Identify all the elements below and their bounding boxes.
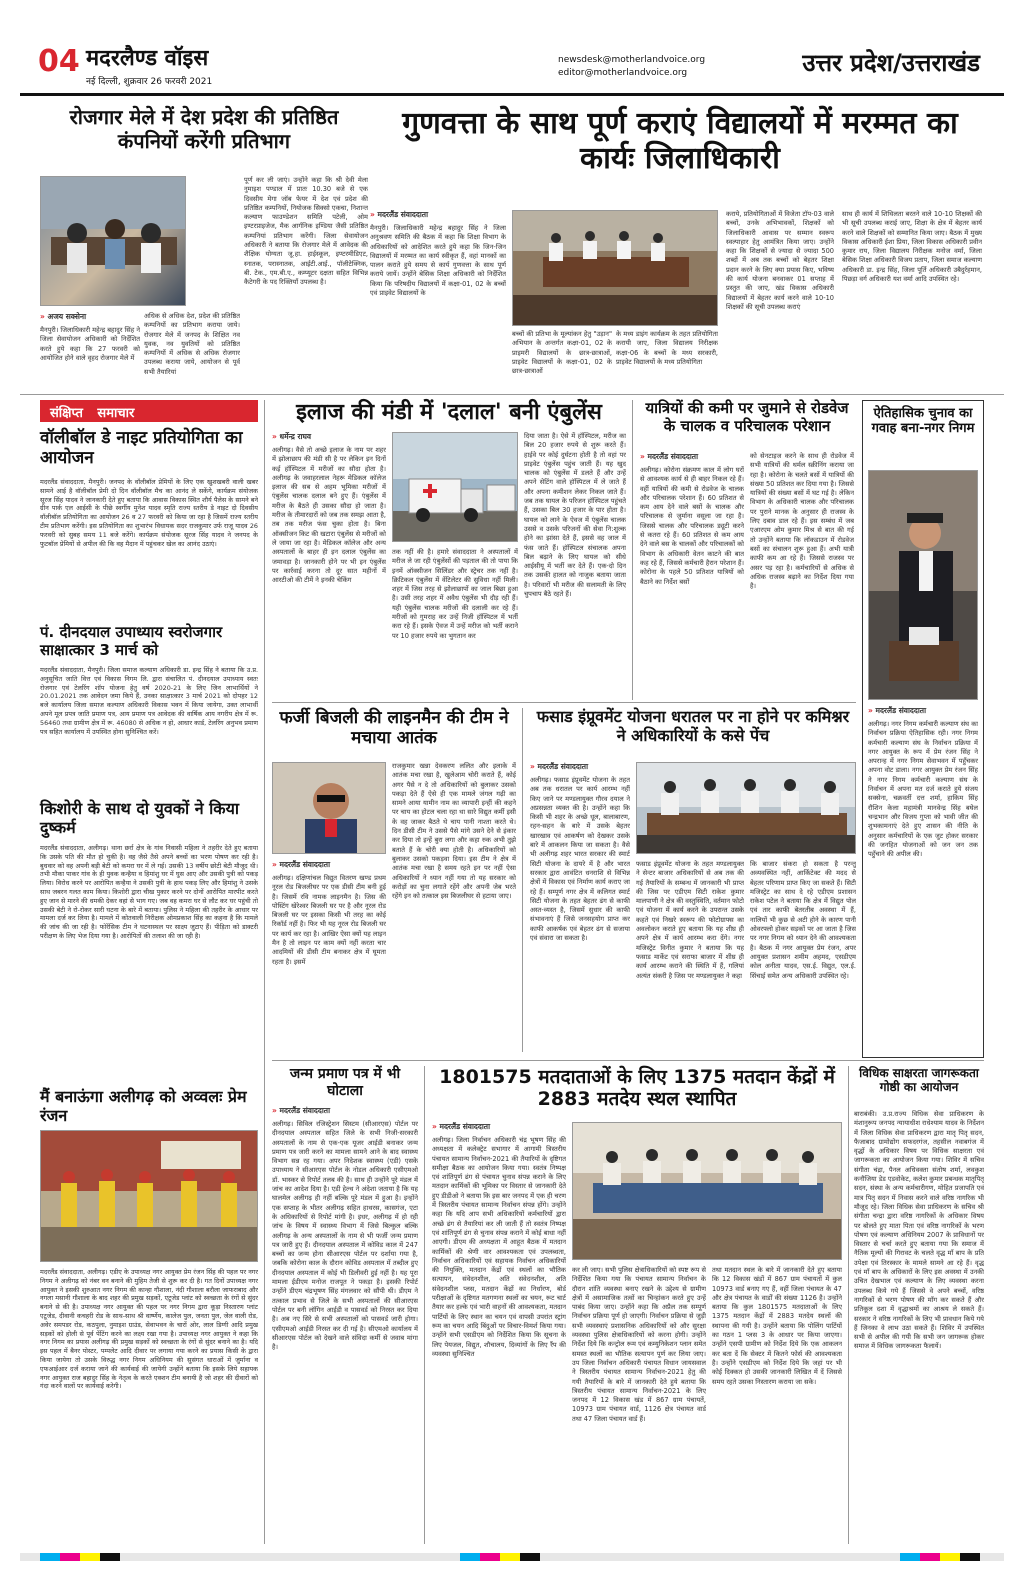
section-name: उत्तर प्रदेश/उत्तराखंड xyxy=(802,49,980,77)
matdata-body-3: तथा मतदान स्थल के बारे में जानकारी देते हुए बताया कि 12 विकास खंडों में 867 ग्राम पंचायतों में कुल 10973 वार्ड बनाए गए हैं, वहीं जिला पंचायत के 47 और क्षेत्र पंचायत के वार्डों की संख्या 1126 है। उन्होंने बताया कि कुल 1801575 मतदाताओं के लिए 1375 मतदान केंद्रों में 2883 मतदेय स्थलों की स्थापना की गयी है। उन्होंने बताया कि पोलिंग पार्टियों का गठन 1 प्लस 3 के आधार पर किया जाएगा। उन्होंने एसपी ग्रामीण को निर्देश दिये कि एक आकलन कर बता दें कि सेक्टर में कितने फोर्स की आवश्यकता है। उन्होंने एसडीएम को निर्देश दिये कि जहां पर भी कोई दिक्कत हो उसकी जानकारी लिखित में दें जिससे समय रहते उसका निस्तारण कराया जा सके। xyxy=(712,1266,842,1386)
rojgar-headline: रोजगार मेले में देश प्रदेश की प्रतिष्ठित कंपनियों करेंगी प्रतिभाग xyxy=(69,105,339,153)
print-registration-strip xyxy=(20,1548,1004,1560)
aligarh-body: मदरलैंड संवाददाता, अलीगढ़। एडीए के उपाध्यक्ष नगर आयुक्त प्रेम रंजन सिंह की पहल पर नगर निगम ने अलीगढ़ को नंबर वन बनाने की मुहिम तेजी से शुरू कर दी है। गत दिनों उपाध्यक्ष नगर आयुक्त ने इसकी शुरुआत नगर निगम की कान्हा गौशाला, नंदी गौशाला बरौला जाफराबाद और नगला मसानी गौशाला के बाद शहर की प्रमुख सड़कों, एटूजेड प्लांट को स्वच्छता के रंगों से सुंदर बनाने से की है। उपाध्यक्ष नगर आयुक्त की पहल पर नगर निगम द्वारा कूड़ा निस्तारण प्लांट एटूजेड, दीवानी कचहरी रोड के साथ-साथ श्री वार्ष्णेय, कालेज पुल, जनता पुल, जेल वाली रोड, अवेर समपडर रोड, कठपुला, नुमाइश ग्राउंड, सेवाभवन के चारों ओर, लाल डिग्गी आदि प्रमुख सड़कों को होली से पूर्व पेंटिंग करने का लक्ष्य रखा गया है। उपाध्यक्ष नगर आयुक्त ने कहा कि नगर निगम का प्रयास अलीगढ़ की प्रमुख सड़कों को स्वच्छता के रंगों से सुंदर बनाने का है। यदि इस पहल में बैनर पोस्टर, पम्पलेट आदि दीवार पर लगाया गया करने का प्रयास किसी के द्वारा किया जायेगा तो उसके विरुद्ध नगर निगम अधिनियम की सुसंगत धाराओं में जुर्माना व एफआईआर दर्ज कराया जाने की कार्यवाई की जायेगी उन्होंने बताया कि इसके लिये सहायक नगर आयुक्त राज बहादुर सिंह के नेतृत्व के करते एक्शन टीम बनायी है जो शहर की दीवारों को गंदा करने वालों पर कार्यवाई करेगी। xyxy=(40,1268,258,1391)
mid-divider-1 xyxy=(272,702,856,703)
fasad-headline: फसाड इंप्रूवमेंट योजना धरातल पर ना होने पर कमिश्नर ने अधिकारियों के कसे पेंच xyxy=(536,707,850,745)
deendayal-headline: पं. दीनदयाल उपाध्याय स्वरोजगार साक्षात्कार 3 मार्च को xyxy=(40,623,223,659)
street-painting-photo-icon xyxy=(41,1131,258,1262)
janm-headline: जन्म प्रमाण पत्र में भी घोटाला xyxy=(289,1066,401,1099)
sankshipt-label-1: संक्षिप्त xyxy=(50,406,83,421)
column-divider-vidhik xyxy=(848,1066,849,1544)
matdata-byline: » मदरलैंड संवाददाता xyxy=(432,1122,490,1132)
election-review-meeting-photo-icon xyxy=(573,1123,842,1260)
fasad-byline: » मदरलैंड संवाददाता xyxy=(530,762,588,772)
column-divider-left xyxy=(264,400,265,1544)
bijli-body-1: अलीगढ़। दक्षिणांचल विद्युत वितरण खण्ड प्रथम नूरल रोड बिजलीघर पर एक डीसी टीम बनी हुई है। जिसमें रवि नामक लाइनमैन है। जिस की पोस्टिंग खेरेश्वर बिजली घर पर है और नूरल रोड बिजली घर पर इसका किसी भी तरह का कोई रिकॉर्ड नहीं है। फिर भी यह नूरल रोड बिजली घर पर कार्य कर रहा है। आखिर ऐसा क्यों यह लाइन मैन है तो लाइन पर काम क्यों नहीं करता चार आदमियों की डीसी टीम बनाकर क्षेत्र में घूमता रहता है। इसमें xyxy=(272,874,386,966)
office-meeting-photo-icon xyxy=(41,177,186,306)
lineman-portrait-icon xyxy=(273,763,386,854)
gunvatta-body-4: कराये, प्रतियोगिताओं में विजेता टॉप-03 वाले बच्चों, उनके अभिभावकों, शिक्षकों को जिलाधिकारी आवास पर सम्मान स्वरूप स्वल्पाहार हेतु आमंत्रित किया जाए। उन्होंने कहा कि शिक्षकों से ज्यादा से ज्यादा 500 शब्दों में अब तक बच्चों को बेहतर शिक्षा प्रदान करने के लिए क्या प्रयास किए, भविष्य की कार्य योजना बनवाकर 01 सप्ताह में प्रस्तुत की जाए, खंड विकास अधिकारी विद्यालयों में बेहतर कार्य करने वाले 10-10 शिक्षकों की सूची उपलब्ध कराएं xyxy=(726,210,834,311)
gunvatta-photo xyxy=(512,210,718,326)
voting-official-photo-icon xyxy=(869,471,978,700)
bijli-headline: फर्जी बिजली की लाइनमैन की टीम ने मचाया आतंक xyxy=(279,708,509,749)
ilaaj-byline: » धर्मेन्द्र राघव xyxy=(272,432,311,442)
volleyball-body: मदरलैंड संवाददाता, मैनपुरी। जनपद के वॉलीबॉल प्रेमियों के लिए एक खुशखबरी वाली खबर सामने आई है वॉलीबॉल प्रेमी दो दिन वॉलीबॉल मैच का आनंद ले सकेंगे, कार्यक्रम संयोजक सूरज सिंह यादव ने जानकारी देते हुए बताया कि आवास विकास स्थित शौर्य पैलेस के सामने बने ग्रीन पार्क एल आईसी के पीछे स्वर्गीय मुनेश यादव स्मृति राज्य स्तरीय डे नाइट दो दिवसीय वॉलीबॉल प्रतियोगिता का आयोजन 26 व 27 फरवरी को किया जा रहा है जिसमें राज्य स्तरीय टीम प्रतिभाग करेंगी। इस प्रतियोगिता का शुभारंभ विधायक सदर राजकुमार उर्फ राजू यादव 26 फरवरी को सुबह समय 11 बजे करेंगे। कार्यक्रम संयोजक सूरज सिंह यादव ने जनपद के फुटबॉल प्रेमियों से अपील की कि वह मैदान में पहुंचकर खेल का आनंद उठाएं। xyxy=(40,478,258,548)
gunvatta-byline: » मदरलैंड संवाददाता xyxy=(370,210,428,220)
matdata-body-2: कर ली जाए। सभी पुलिस क्षेत्राधिकारियों को स्पष्ट रूप से निर्देशित किया गया कि पंचायत सामान्य निर्वाचन के दौरान शांति व्यवस्था बनाए रखने के उद्देश्य से ग्रामीण क्षेत्रों में असामाजिक तत्वों का चिन्हांकन करते हुए उन्हें पाबंद किया जाए। उन्होंने कहा कि अप्रैल तक सम्पूर्ण निर्वाचन प्रक्रिया पूर्ण हो जाएगी। निर्वाचन प्रक्रिया से जुड़ी सभी व्यवस्थाएं प्रशासनिक अधिकारियों को और सुरक्षा व्यवस्था पुलिस क्षेत्राधिकारियों को करना होगी। उन्होंने निर्देश दिये कि कन्ट्रोल रूम एवं कम्युनिकेशन प्लान समेत समस्त स्थलों का भौतिक सत्यापन पूर्ण कर लिया जाए। उप जिला निर्वाचन अधिकारी पंचायत विधान जायसवाल ने त्रिस्तरीय पंचायत सामान्य निर्वाचन-2021 हेतु की गयी तैयारियों के बारे में जानकारी देते हुये बताया कि त्रिस्तरीय पंचायत सामान्य निर्वाचन-2021 के लिए जनपद में 12 विकास खंड में 867 ग्राम पंचायतें, 10973 ग्राम पंचायत वार्ड, 1126 क्षेत्र पंचायत वार्ड तथा 47 जिला पंचायत वार्ड हैं। xyxy=(572,1266,706,1423)
column-divider-janm xyxy=(424,1066,425,1544)
nagar-nigam-headline: ऐतिहासिक चुनाव का गवाह बना-नगर निगम xyxy=(871,406,975,437)
page-number: 04 xyxy=(38,44,80,79)
matdata-body-1: अलीगढ़। जिला निर्वाचन अधिकारी चंद्र भूषण सिंह की अध्यक्षता में कलेक्ट्रेट सभागार में आगामी त्रिस्तरीय पंचायत सामान्य निर्वाचन-2021 की तैयारियों के दृष्टिगत समीक्षा बैठक का आयोजन किया गया। स्वतंत्र निष्पक्ष एवं शांतिपूर्ण ढंग से पंचायत चुनाव संपन्न कराने के लिए मतदान कार्मिकों की भूमिका पर विस्तार से जानकारी देते हुए डीडीओ ने बताया कि इस बार जनपद में एक ही चरण में त्रिस्तरीय पंचायत सामान्य निर्वाचन संपन्न होंगे। उन्होंने कहा कि यदि आप सभी अधिकारियों कर्मचारियों द्वारा अच्छे ढंग से तैयारियां कर ली जाती हैं तो स्वतंत्र निष्पक्ष एवं शांतिपूर्ण ढंग से चुनाव संपन्न कराने में कोई बाधा नहीं आएगी। डीएम की अध्यक्षता में आहूत बैठक में मतदान कार्मिकों की श्रेणी वार आवश्यकता एवं उपलब्धता, निर्वाचन अधिकारियों एवं सहायक निर्वाचन अधिकारियों की नियुक्ति, मतदान केंद्रों एवं स्थलों का भौतिक सत्यापन, संवेदनशील, अति संवेदनशील, अति संवेदनशील प्लस, मतदान केंद्रों का निर्धारण, बोर्ड परीक्षाओं के दृष्टिगत मतगणना स्थलों का चयन, रूट चार्ट तैयार कर हल्के एवं भारी वाहनों की आवश्यकता, मतदान पार्टियों के लिए स्थान का चयन एवं वापसी उपरांत स्ट्रांग रूम का चयन आदि बिंदुओं पर विचार-विमर्श किया गया। उन्होंने सभी एसडीएम को निर्देशित किया कि सूचना के लिए पेयजल, विद्युत, शौचालय, दिव्यांगों के लिए रैंप की व्यवस्था सुनिश्चित xyxy=(432,1136,566,1358)
sankshipt-banner xyxy=(40,400,258,422)
gunvatta-body-2: बच्चों की प्रतिभा के मूल्यांकन हेतु "उड़ान" अभियान के अन्तर्गत कक्षा-01, 02 के प्राइमरी विद्यालयों के छात्र-छात्राओं, प्राइवेट विद्यालयों के कक्षा-01, 02 के छात्र-छात्राओं xyxy=(512,330,612,376)
kishori-body: मदरलैंड संवाददाता, अलीगढ़। थाना छर्रा क्षेत्र के गांव निवासी महिला ने तहरीर देते हुए बताया कि उसके पति की मौत हो चुकी है। वह जैसे तैसे अपने बच्चों का भरण पोषण कर रही है। बुधवार को वह अपनी बड़ी बेटी को कमरा घर में ले गई। उसकी 13 वर्षीय छोटी बेटी मौजूद थी। तभी मौका पाकर गांव के ही युवक कन्हैया व हिमांशु घर में घुस आए और उसकी पुत्री को पकड़ लिया। विरोध करने पर आरोपित कन्हैया ने उसकी पुत्री के हाथ पकड़ लिए और हिमांशु ने उसके साथ जबरन गलत काम किया। किशोरी द्वारा चीख पुकार करने पर दोनों आरोपित मारपीट करते हुए जान से मारने की धमकी देकर वहां से भाग गए। जब वह कमरा घर से लौट कर घर पहुंची तो उसकी बेटी ने रो-रोकर सारी घटना के बारे में बताया। पुलिस ने महिला की तहरीर के आधार पर मामला दर्ज कर लिया है। मामले में कोतवाली निरीक्षक ओमप्रकाश सिंह का कहना है कि मामले की जांच की जा रही है। फोरेंसिक टीम ने घटनास्थल पर साक्ष्य जुटाए हैं। पीड़िता को डाक्टरी परीक्षण के लिए भेज दिया गया है। आरोपितों की तलाश की जा रही है। xyxy=(40,844,258,940)
ilaaj-body-1: अलीगढ़। वैसे तो अच्छे इलाज के नाम पर शहर में झोलाछाप की मंडी सी है पर लेकिन इन दिनों कई हॉस्पिटल में मरीजों का सौदा होता है। अलीगढ़ के जवाहरलाल नेहरू मेडिकल कॉलेज इलाज की सब से अहम भूमिका मरीजों में एंबुलेंस चालक दलाल बने हुए हैं। एंबुलेंस में मरीज के बैठते ही उसका सौदा हो जाता है। मरीज के तीमारदारों को जब तक समझ आता है, तब तक मरीज फंस चुका होता है। बिना ऑक्सीजन किट की खटारा एंबुलेंस से मरीजों को ले जाया जा रहा है। मेडिकल कॉलेज और अन्य अस्पतालों के बाहर ही इन दलाल एंबुलेंस का जमावड़ा है। जानकारी होने पर भी इन एंबुलेंस पर कार्रवाई करना तो दूर सात महीनों में आरटीओ की टीमें ने इनकी चेकिंग xyxy=(272,446,386,585)
janm-byline: » मदरलैंड संवाददाता xyxy=(272,1106,330,1116)
aligarh-headline: मैं बनाऊंगा अलीगढ़ को अव्वलः प्रेम रंजन xyxy=(40,1087,247,1125)
fasad-body-1: अलीगढ़। फसाड इंप्रूवमेंट योजना के तहत अब तक धरातल पर कार्य आरम्भ नहीं किए जाने पर मण्डलायुक्त गौरव दयाल ने अप्रसन्नता व्यक्त की है। उन्होंने कहा कि किसी भी शहर के अच्छे धूल, बालाबारण, रहन-सहन के बारे में उसके बेहतर खारखाव एवं आकर्षण को देखकर उसके बारे में आकलन किया जा सकता है। वैसे भी अलीगढ़ शहर भारत सरकार की स्मार्ट सिटी योजना के दायरे में है और भारत सरकार द्वारा आवंटित धनराशि से विभिन्न क्षेत्रों में विकास एवं निर्माण कार्य कराए जा रहे हैं। सम्पूर्ण नगर क्षेत्र में कलिगत स्मार्ट सिटी योजना के तहत बेहतर ढंग से काफी अस्त-व्यस्त है, जिसमें सुधार की काफी संभावनाएं हैं जिसे जनसहयोग प्राप्त कर काफी आकर्षक एवं बेहतर ढंग से सजाया एवं संवारा जा सकता है। xyxy=(530,776,630,943)
fasad-body-2: फसाड इंप्रूवमेंट योजना के तहत मण्डलायुक्त ने सेन्टर बाजार अधिकारियों से अब तक की गई तैयारियों के सम्बन्ध में जानकारी भी प्राप्त की जिस पर एडीएम सिटी राकेश कुमार मालपाणी ने क्षेत्र की वस्तुस्थिति, वर्तमान फोटो एवं योजना में कार्य करने के उपरान्त उसके कहते एवं निखरे स्वरूप की फोटोग्राफ्स का अवलोकन कराते हुए बताया कि यह शीघ्र ही अपने क्षेत्र में कार्य आरम्भ करा देंगे। नगर मजिस्ट्रेट विनीत कुमार ने बताया कि यह फसाड मार्केट एवं सराफा बाजार में शीघ्र ही कार्य आरम्भ कराने की स्थिति में हैं, गलियां अत्यंत संकरी है जिस पर मण्डलायुक्त ने कहा xyxy=(636,860,744,980)
email-editor[interactable]: editor@motherlandvoice.org xyxy=(558,68,688,78)
janm-body: अलीगढ़। सिविल रजिस्ट्रेशन सिस्टम (सीआरएस) पोर्टल पर दीनदयाल अस्पताल सहित जिले के सभी निजी-सरकारी अस्पतालों के नाम से एक-एक यूजर आईडी बनाकर जन्म प्रमाण पत्र जारी करने का मामला सामने आने के बाद स्वास्थ्य विभाग सन्न रह गया। अपर निदेशक स्वास्थ्य (एडी) एसके उपाध्याय ने सीआरएस पोर्टल के नोडल अधिकारी एसीएमओ डॉ. भास्कर से रिपोर्ट तलब की है। साथ ही उन्होंने पूरे मंडल में जांच का आदेश दिया है। एडी हेल्थ ने अंदेशा जताया है कि यह घालमेल अलीगढ़ ही नहीं बल्कि पूरे मंडल में हुआ है। इन्होंने एक सप्ताह के भीतर अलीगढ़ सहित हाथरस, कासगंज, एटा के अधिकारियों से रिपोर्ट मांगी है। इधर, अलीगढ़ में हो रही जांच के विषय में स्वास्थ्य विभाग में जिसे बिल्कुल बल्कि अलीगढ़ के अन्य अस्पतालों के नाम से भी फर्जी जन्म प्रमाण पत्र जारी हुए हैं। दीनदयाल अस्पताल में कोविड काल में 247 बच्चों का जन्म होना सीआरएस पोर्टल पर दर्शाया गया है, जबकि कोरोना काल के दौरान कोविड अस्पताल में तब्दील हुए दीनदयाल अस्पताल में कोई भी डिलीवरी हुई नहीं है। यह पूरा मामला ईडीएम मनोज राजपूत ने पकड़ा है। इसकी रिपोर्ट उन्होंने डीएम चंद्रभूषण सिंह मंगलवार को सौंपी थी। डीएम ने तत्काल प्रभाव से जिले के सभी अस्पतालों की सीआरएस पोर्टल पर बनी लॉगिन आईडी व पासवर्ड को निरस्त कर दिया है। अब नए सिरे से सभी अस्पतालों को पासवर्ड जारी होगा। एसीएमओ आईडी निरस्त कर दी गई है। सीएमओ कार्यालय में सीआरएस पोर्टल को देखने वाले संविदा कर्मी से जवाब मांगा है। xyxy=(272,1120,418,1352)
rojgar-body-2: अधिक से अधिक देश, प्रदेश की प्रतिष्ठित कम्पनियों का प्रतिभाग कराया जाये। रोजगार मेले में जनपद के शिक्षित नव युवक, नव युवतियों को प्रतिष्ठित कम्पनियों में अधिक से अधिक रोजगार उपलब्ध कराया जाये, आयोजन से पूर्व सभी तैयारियां xyxy=(144,312,240,376)
rojgar-body-3: पूर्ण कर ली जाएं। उन्होंने कहा कि श्री देवी मेला नुमाइश पण्डाल में प्रातः 10.30 बजे से एक दिवसीय मेगा जॉब फेयर में देश एवं प्रदेश की प्रतिष्ठित कम्पनियों, नियोजक सिक्सो एकचा, निशान्त कल्याण फाउण्डेशन समिति पटेली, ओम इण्टरप्राइजेज, मैक आर्गनिक इण्डिया जैसी प्रतिष्ठित कम्पनियां प्रतिभाग करेंगी। जिला सेवायोजन अधिकारी ने बताया कि रोजगार मेले में आवेदक की शैक्षिक योग्यता जू.हा. हाईस्कूल, इण्टरमीडिएट, स्नातक, परास्नातक, आईटी.आई., पॉलीटेक्निक, बी. टेक., एम.बी.ए., कम्प्यूटर दक्षता सहित विभिन्न कैटेगरी के पद रिक्तियाँ उपलब्ध है। xyxy=(244,176,368,287)
gunvatta-body-3: के मध्य डाइंग कार्यक्रम के तहत प्रतियोगिता करायी जाए, जिला विद्यालय निरीक्षक कक्षा-06 के बच्चों के मध्य सरकारी, प्राइवेट विद्यालयों के मध्य प्रतियोगिता xyxy=(616,330,718,366)
paper-name: मदरलैण्ड वॉइस xyxy=(86,46,209,71)
nagar-nigam-photo xyxy=(868,470,978,700)
masthead xyxy=(20,36,1004,96)
yatri-body-1: अलीगढ़। कोरोना संक्रमण काल में लोग घरों से आवश्यक कार्य से ही बाहर निकल रहे हैं। वहीं यात्रियों की कमी से रोडवेज के चालक और परिचालक परेशान हैं। 60 प्रतिशत से कम आय देने वाले बसों के चालक और परिचालक से जुर्माना वसूला जा रहा है। जिससे चालक और परिचालक ड्यूटी करने से कतरा रहे हैं। 60 प्रतिशत से कम आय देने वाले बस के चालकों और परिचालकों को विभाग के अधिकारी वेतन काटने की बात कह रहे हैं, जिससे कर्मचारी हैरान परेशान हैं। कोरोना के पहले 50 प्रतिशत यात्रियों को बैठाने का निर्देश बसों xyxy=(640,466,744,586)
ilaaj-headline: इलाज की मंडी में 'दलाल' बनी एंबुलेंस xyxy=(296,400,602,425)
yatri-headline: यात्रियों की कमी पर जुमाने से रोडवेज के चालक व परिचालक परेशान xyxy=(645,399,849,435)
ilaaj-photo xyxy=(392,432,518,542)
email-newsdesk[interactable]: newsdesk@motherlandvoice.org xyxy=(558,55,706,65)
aligarh-photo xyxy=(40,1130,258,1262)
ambulance-photo-icon xyxy=(393,433,518,542)
rojgar-byline: » अजय सक्सेना xyxy=(40,312,86,322)
kishori-headline: किशोरी के साथ दो युवकों ने किया दुष्कर्म xyxy=(40,799,240,837)
dateline: नई दिल्ली, शुक्रवार 26 फरवरी 2021 xyxy=(86,77,213,87)
fasad-photo xyxy=(636,762,856,854)
rojgar-body-1: मैनपुरी। जिलाधिकारी महेन्द्र बहादुर सिंह ने जिला सेवायोजन अधिकारी को निर्देशित करते हुये कहा कि 27 फरवरी को आयोजित होने वाले वृहद रोजगार मेले में xyxy=(40,326,140,362)
ilaaj-body-3: दिया जाता है। ऐसे में हॉस्पिटल, मरीज का बिल 20 हजार रुपये से शुरू करते हैं। हाईवे पर कोई दुर्घटना होती है तो वहां पर प्राइवेट एंबुलेंस पहुंच जाती हैं। यह खुद चालक को एंबुलेंस में डलते हैं और उन्हें अपने सेटिंग वाले हॉस्पिटल में ले जाते हैं और अपना कमीशन लेकर निकल जाते हैं। जब तक घायल के परिजन हॉस्पिटल पहुंचते हैं, उसका बिल 30 हजार के पार होता है। घायल को लाने के ऐवज में एंबुलेंस चालक उससे व उसके परिजनों की सेवा नि:शुल्क होने का झांसा देते हैं, इससे वह जाल में फंस जाते हैं। हॉस्पिटल संचालक अपना बिल बढ़ाने के लिए घायल को सीधे आईसीयू में भर्ती कर देते हैं। एक-दो दिन तक उसकी हालत को नाजुक बताया जाता है। परिवारों भी मरीज की सलामती के लिए चुपचाप बैठे रहते हैं। xyxy=(524,432,626,599)
yatri-byline: » मदरलैंड संवाददाता xyxy=(640,452,698,462)
gunvatta-headline: गुणवत्ता के साथ पूर्ण कराएं विद्यालयों में मरम्मत का कार्यः जिलाधिकारी xyxy=(402,106,958,177)
contact-emails xyxy=(558,54,705,80)
meeting-hall-photo-icon xyxy=(513,211,718,326)
bijli-body-2: राजकुमार खन्ना देवकरण ललित और इलाके में आतंक मचा रखा है, खुलेआम चोरी कराते हैं, कोई अगर पैसे न दे तो अधिकारियों को बुलाकर उसको पकड़ा देते हैं ऐसे ही एक मामले जंगल गढ़ी का सामने आया यामीन नाम का व्यापारी इन्हीं की कहने पर चाय का होटल चला रहा था सारे विद्युत कर्मी इसी के वह जाकर बैठते थे चाय पानी नाश्ता करते थे। दिन डीसी टीम ने उससे पैसे मांगे उसने देने से इंकार कर दिया तो इन्हें बुरा लगा और कहा रुक अभी तुझे बताते हैं के चोरी क्या होती है। अधिकारियों को बुलाकर उसको पकड़वा दिया। इस टीम ने क्षेत्र में आतंक मचा रखा है समय रहते इन पर नहीं ऐसा अधिकारियों ने ध्यान नहीं गया तो यह सरकार को करोड़ों का चुना लगाते रहेंगे और अपनी जेब भरते रहेंगे इन को तत्काल इस बिजलीघर से हटाया जाए। xyxy=(392,762,516,901)
gunvatta-body-1: मैनपुरी। जिलाधिकारी महेन्द्र बहादुर सिंह ने जिला अनुश्रवण समिति की बैठक में कहा कि शिक्षा विभाग के अधिकारियों को आदेशित करते हुये कहा कि जिन-जिन विद्यालयों में मरम्मत का कार्य स्वीकृत हैं, वहां मानकों का पालन कराते हुये समय से कार्य गुणवत्ता के साथ पूर्ण कराये जायें। उन्होंने बेसिक शिक्षा अधिकारी को निर्देशित किया कि परिषदीय विद्यालयों में कक्षा-01, 02 के बच्चों एवं प्राइवेट विद्यालयों के xyxy=(370,224,506,298)
vidhik-headline: विधिक साक्षरता जागरूकता गोष्ठी का आयोजन xyxy=(859,1066,979,1095)
rojgar-photo xyxy=(40,176,186,306)
color-registration-marks-icon xyxy=(20,1551,1004,1563)
ilaaj-body-2: तक नहीं की है। हमारे संवाददाता ने अस्पतालों में मरीज ले जा रही एंबुलेंसों की पड़ताल की तो पाया कि इनमें ऑक्सीजन सिलिंडर और स्ट्रेचर तक नहीं है। क्रिटिकल एंबुलेंस में वेंटिलेटर की सुविधा नहीं मिली। शहर में जिस तरह से झोलाछापों का जाल बिछा हुआ है। उसी तरह शहर में अवैध एंबुलेंस भी दौड़ रही हैं। यही एंबुलेंस चालक मरीजों की दलाली कर रहे हैं। मरीजों को गुमराह कर उन्हें निजी हॉस्पिटल में भर्ती करा रहे हैं। इसके ऐवज में उन्हें मरीज को भर्ती कराने पर 10 हजार रुपये का भुगतान कर xyxy=(392,548,518,640)
fasad-body-3: कि बाजार संकरा हो सकता है परन्तु अव्यवस्थित नहीं, आर्किटेक्ट की मदद से बेहतर परिणाम प्राप्त किए जा सकते हैं। सिटी मजिस्ट्रेट का साथ दे रहे एडीएम प्रशासन राकेश पटेल ने बताया कि क्षेत्र में विद्युत पोल एवं तार काफी बेतरतीब अवस्था में हैं, नालियों भी कुछ से अटी होने के कारण पानी ओवरफ्लो होकर सड़कों पर आ जाता है जिस पर नगर निगम को ध्यान देने की आवश्यकता है। बैठक में नगर आयुक्त प्रेम रंजन, अपर आयुक्त प्रशासन शमीम अहमद, एसडीएम कोल अनीता यादव, एस.ई. विद्युत, एल.ई. सिंचाई समेत अन्य अधिकारी उपस्थित रहे। xyxy=(750,860,856,980)
matdata-photo xyxy=(572,1122,842,1260)
sankshipt-label-2: समाचार xyxy=(97,406,135,421)
bijli-photo xyxy=(272,762,386,854)
nagar-nigam-byline: » मदरलैंड संवाददाता xyxy=(868,706,926,716)
vidhik-body: बाराबंकी। उ.प्र.राज्य विधिक सेवा प्राधिकरण के मंशानुरूप जनपद न्यायाधीश राधेश्याम यादव के निर्देशन में जिला विधिक सेवा प्राधिकरण द्वारा मातृ पितृ सदन, फैजाबाद ग्रामोद्योग सफदरगंज, तहसील नवाबगंज में वृद्धों के अधिकार विषय पर विधिक साक्षरता एवं जागरूकता का आयोजन किया गया। शिविर में सचिव संगीता चंद्रा, पैनल अधिवक्ता संतोष शर्मा, लवकुश कनौजिया डेड एडवोकेट, कलेश कुमार प्रबन्धक मातृपितृ सदन, संस्था के अन्य कर्मचारीगण, मोहित प्रजापति एवं मात्र पितृ सदन में निवास करने वाले वरिष्ठ नागरिक भी मौजूद रहे। जिला विधिक सेवा प्राधिकरण के सचिव श्री संगीता चन्द्रा द्वारा वरिष्ठ नागरिकों के अधिकार विषय पर बोलते हुए माता पिता एवं वरिष्ठ नागरिकों के भरण पोषण एवं कल्याण अधिनियम 2007 के प्राविधानों पर विस्तार से चर्चा करते हुए बताया गया कि समाज में नैतिक मूल्यों की गिरावट के चलते वृद्ध माँ बाप के प्रति उपेक्षा एवं तिरस्कार के मामले सामने आ रहे हैं। वृद्ध एवं माँ बाप के अधिकारों के लिए इस अवस्था में उनकी उचित देखभाल एवं कल्याण के लिए व्यवस्था करना उपलब्ध किये गये हैं जिससे वे अपने बच्चों, वरिष्ठ नागरिकों से भरण पोषण की माँग कर सकते हैं और प्रतिकूल दशा में वृद्धाश्रमों का आश्रय ले सकते हैं। सरकार ने वरिष्ठ नागरिकों के लिए भी प्रावधान किये गये हैं जिनका वे लाभ उठा सकते हैं। शिविर में उपस्थित सभी से अपील की गयी कि सभी जन जागरूक होकर समाज में विधिक जागरूकता फैलायें। xyxy=(854,1110,984,1351)
top-divider xyxy=(20,394,1004,395)
commissioner-meeting-photo-icon xyxy=(637,763,856,854)
bijli-byline: » मदरलैंड संवाददाता xyxy=(272,860,330,870)
mid-divider-2 xyxy=(272,1060,984,1061)
yatri-body-2: को सेनटाइज करने के साथ ही रोडवेज में सभी यात्रियों की थर्मल स्क्रीनिंग कराया जा रहा है। कोरोना के चलते बसों में यात्रियों की संख्या 50 प्रतिशत कर दिया गया है। जिससे यात्रियों की संख्या बसों में घट गई है। लेकिन विभाग के अधिकारी चालक और परिचालक पर पुराने मानक के अनुसार ही राजस्व के लिए दबाव डाल रहे हैं। इस सम्बंध में जब एआरएम ओम कुमार मिश्र से बात की गई तो उन्होंने बताया कि लॉकडाउन में रोडवेज बसों का संचालन शुरू हुआ हैं। अभी यात्री काफी कम आ रहे हैं। जिससे राजस्व पर असर पड़ रहा है। कर्मचारियों से अधिक से अधिक राजस्व बढ़ाने का निर्देश दिया गया है। xyxy=(750,452,854,591)
column-divider-bijli xyxy=(522,708,523,1052)
deendayal-body: मदरलैंड संवाददाता, मैनपुरी। जिला समाज कल्याण अधिकारी डा. इन्द्र सिंह ने बताया कि उ.प्र. अनुसूचित जाति वित्त एवं विकास निगम लि. द्वारा संचालित पं. दीनदयाल उपाध्याय स्वतः रोजगार एवं टेलरिंग शॉप योजना हेतु वर्ष 2020-21 के लिए जिन लाभार्थियों ने 20.01.2021 तक आवेदन जमा किये हैं, उनका साक्षात्कार 3 मार्च 2021 को दोपहर 12 बजे कार्यालय जिला समाज कल्याण अधिकारी विकास भवन में किया जायेगा, उक्त लाभार्थी अपने मूल प्रपत्र जाति प्रमाण पत्र, आय प्रमाण पत्र आवेदक की वार्षिक आय नगरीय क्षेत्र में रू. 56460 तथा ग्रामीण क्षेत्र में रू. 46080 से अधिक न हो, आधार कार्ड, टेलरिंग अनुभव प्रमाण पत्र सहित कार्यालय में उपस्थित होना सुनिश्चित करें। xyxy=(40,666,258,736)
matdata-headline: 1801575 मतदाताओं के लिए 1375 मतदान केंद्रों में 2883 मतदेय स्थल स्थापित xyxy=(439,1066,835,1111)
column-divider-mid xyxy=(632,400,633,700)
nagar-nigam-body: अलीगढ़। नगर निगम कर्मचारी कल्याण संघ का निर्वाचन प्रक्रिया ऐतिहासिक रही। नगर निगम कर्मचारी कल्याण संघ के निर्वाचन प्रक्रिया में नगर आयुक्त के रूप में प्रेम रंजन सिंह ने अपरान्ह में नगर निगम सेवाभवन में पहुँचकर अपना वोट डाला। नगर आयुक्त प्रेम रंजन सिंह ने नगर निगम कर्मचारी कल्याण संघ के निर्वाचन में अपना मत दर्ज कराते हुये संजय सक्सेना, चक्रवर्ती दत्त शर्मा, हाकिम सिंह रौशिन केला महामंत्री मानवेन्द्र सिंह बघेल चन्द्रभान और विजय गुप्ता को भावी जीत की शुभकामनाएं देते हुए शासन की नीति के अनुसार कर्मचारियों के एक जुट होकर सरकार की जनहित योजनाओं को जन जन तक पहुँचाने की अपील की। xyxy=(868,720,978,859)
gunvatta-body-5: साथ ही कार्य में शिथिलता बरतने वाले 10-10 शिक्षकों की भी सूची उपलब्ध कराई जाए, शिक्षा के क्षेत्र में बेहतर कार्य करने वाले शिक्षकों को सम्मानित किया जाए। बैठक में मुख्य विकास अधिकारी ईशा प्रिया, जिला विकास अधिकारी प्रवीन कुमार राय, जिला विद्यालय निरीक्षक मनोज वर्मा, जिला बेसिक शिक्षा अधिकारी विजय प्रताप, जिला समाज कल्याण अधिकारी डा. इन्द्र सिंह, जिला पूर्ति अधिकारी उबैदुर्रहमान, पिछड़ा वर्ग अधिकारी यश वर्मा आदि उपस्थित रहे। xyxy=(842,210,982,284)
volleyball-headline: वॉलीबॉल डे नाइट प्रतियोगिता का आयोजन xyxy=(40,428,243,469)
